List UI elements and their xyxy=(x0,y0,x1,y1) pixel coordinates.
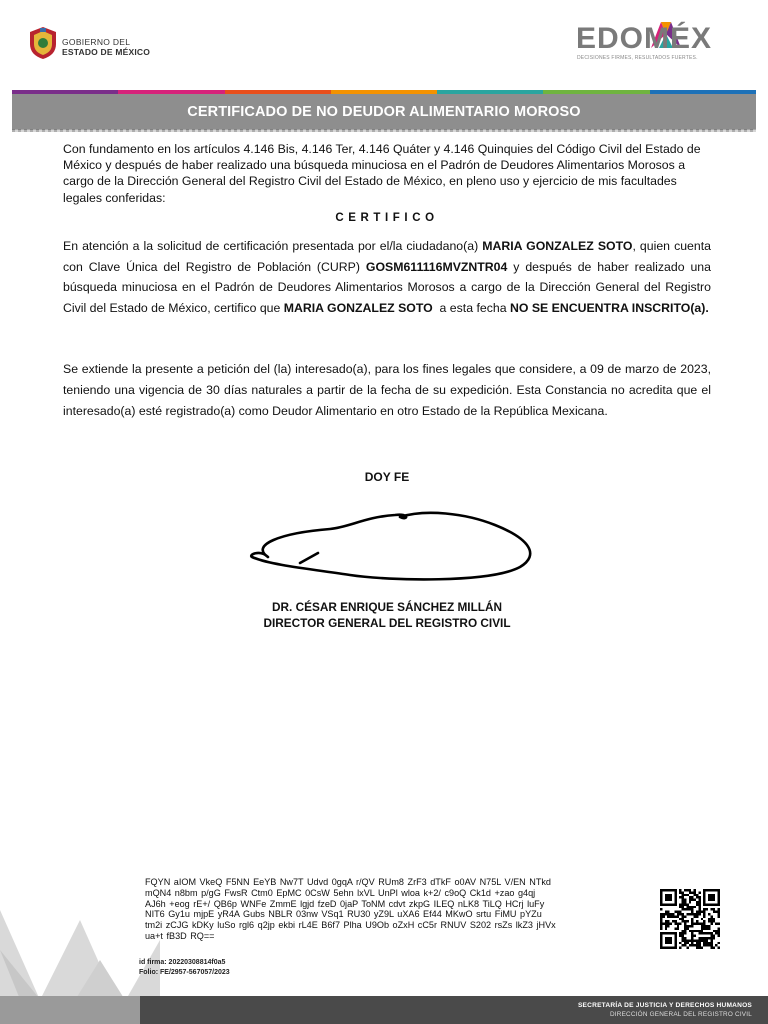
signer-name: DR. CÉSAR ENRIQUE SÁNCHEZ MILLÁN xyxy=(271,600,503,614)
edomex-logo xyxy=(576,20,736,64)
estado-mexico-seal-icon xyxy=(28,26,58,60)
main-text-1: En atención a la solicitud de certificación presentada por el/la ciudadano(a) xyxy=(63,239,483,253)
gobierno-line2: ESTADO DE MÉXICO xyxy=(62,47,151,57)
signer-block xyxy=(63,600,711,631)
certification-paragraph xyxy=(63,236,711,318)
intro-paragraph: Con fundamento en los artículos 4.146 Bis, 4.146 Ter, 4.146 Quáter y 4.146 Quinquies del Código Civil del Estado de México y después de haber realizado una búsqueda minuciosa en el Padrón de Deudores Alimentarios Morosos a cargo de la Dirección General del Registro Civil del Estado de México, en pleno uso y ejercicio de mis facultades legales conferidas: xyxy=(63,142,701,205)
signer-position: DIRECTOR GENERAL DEL REGISTRO CIVIL xyxy=(263,615,511,630)
gobierno-line1: GOBIERNO DEL xyxy=(62,37,131,47)
footer-secretaria: SECRETARÍA DE JUSTICIA Y DERECHOS HUMANOS xyxy=(577,1002,752,1009)
citizen-name-repeat: MARIA GONZALEZ SOTO xyxy=(283,300,433,315)
main-text-3: y después de haber realizado una búsqueda minuciosa en el Padrón de Deudores Alimentarios Morosos a cargo de la Dirección General del Registro Civil del Estado de México, certifico que xyxy=(63,259,711,315)
folio: Folio: FE/2957-567057/2023 xyxy=(139,969,230,976)
id-firma: id firma: 20220308814f0a5 xyxy=(139,959,226,966)
handwritten-signature xyxy=(240,505,540,585)
main-text-2: , quien cuenta con Clave Única del Registro de Población (CURP) xyxy=(63,239,711,274)
footer-direccion: DIRECCIÓN GENERAL DEL REGISTRO CIVIL xyxy=(609,1011,752,1018)
validity-paragraph: Se extiende la presente a petición del (la) interesado(a), para los fines legales que considere, a 09 de marzo de 2023, teniendo una vigencia de 30 días naturales a partir de la fecha de su expedición. Esta Constancia no acredita que el interesado(a) esté registrado(a) como Deudor Alimentario en otro Estado de la República Mexicana. xyxy=(63,362,711,418)
title-band-edge xyxy=(12,129,756,132)
curp-value: GOSM611116MVZNTR04 xyxy=(365,259,508,274)
citizen-name: MARIA GONZALEZ SOTO xyxy=(482,239,633,253)
gobierno-estado-mexico-logo xyxy=(28,26,178,66)
registry-status: NO SE ENCUENTRA INSCRITO(a). xyxy=(509,300,709,315)
certifico-heading: CERTIFICO xyxy=(335,212,439,224)
gobierno-logo-text xyxy=(62,37,150,57)
footer-bar-corner xyxy=(0,996,140,1024)
document-title: CERTIFICADO DE NO DEUDOR ALIMENTARIO MOROSO xyxy=(187,104,581,120)
doy-fe-label: DOY FE xyxy=(364,470,410,484)
edomex-wordmark: EDOMÉX xyxy=(576,22,713,55)
main-text-4: a esta fecha xyxy=(432,300,510,315)
qr-code-icon xyxy=(660,888,720,950)
title-band xyxy=(12,94,756,130)
signature-ids xyxy=(139,958,230,978)
digital-signature-hash: FQYN aIOM VkeQ F5NN EeYB Nw7T Udvd 0gqA r/QV RUm8 ZrF3 dTkF o0AV N75L V/EN NTkd mQN4 n8bm p/gG FwsR Ctm0 EpMC 0CsW 5ehn lxVL UnPl wloa k+2/ c9oQ Ck1d +zao g4qj AJ6h +eog rE+/ QB6p WNFe ZmmE lgjd fzeD 0jaP ToNM cdvt zkpG ILEQ nLK8 TiLQ HCrj luFy NIT6 Gy1u mjpE yR4A Gubs NBLR 03nw VSq1 RU30 yZ9L uXA6 Ef44 MKwO srtu FiMU pYZu tm2i zCJG kDKy luSo rgl6 q2jp ekbi rL4E B6f7 Plha U9Ob oZxH cC5r RNUV S202 rsZs lkZ3 jHVx ua+t fB3D RQ== xyxy=(145,877,556,941)
edomex-tagline: DECISIONES FIRMES, RESULTADOS FUERTES. xyxy=(577,55,698,61)
